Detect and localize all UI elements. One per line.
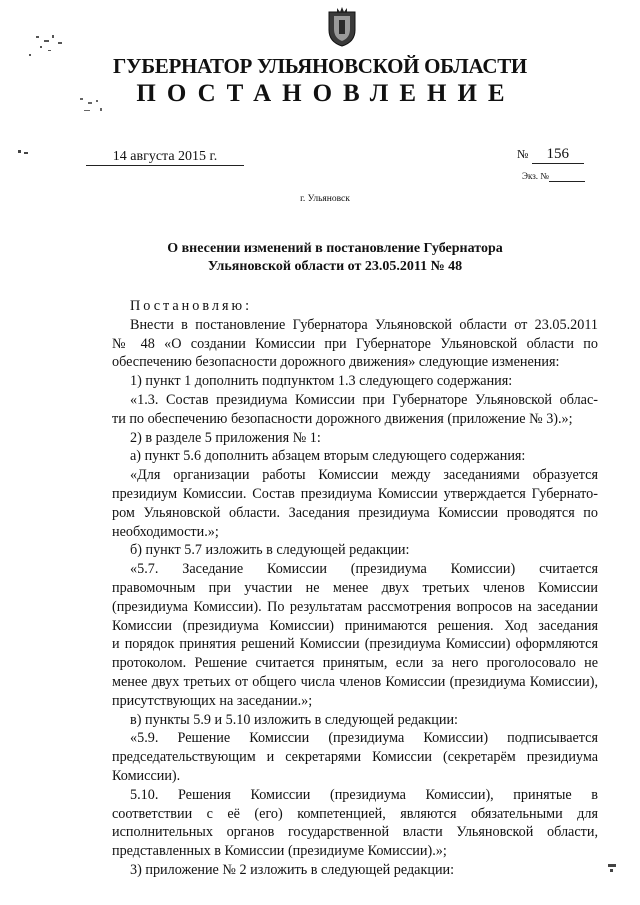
number-value: 156 (532, 146, 584, 164)
body-line: 2) в разделе 5 приложения № 1: (130, 429, 321, 446)
scan-noise (14, 30, 74, 70)
body-line: 5.10. Решения Комиссии (президиума Комиссии), принятые в (130, 786, 598, 803)
heading-line: Ульяновской области от 23.05.2011 № 48 (207, 259, 463, 274)
body-line: присутствующих на заседании.»; (112, 692, 313, 709)
body-line: ром Ульяновской области. Заседания президиума Комиссии проводятся по (112, 504, 598, 521)
body-line: б) пункт 5.7 изложить в следующей редакции: (130, 542, 410, 559)
scan-noise (14, 146, 34, 160)
body-line: протоколом. Решение считается принятым, если за него проголосовало не (112, 655, 598, 672)
body-line: «Для организации работы Комиссии между заседаниями образуется (130, 467, 598, 484)
heading-line: О внесении изменений в постановление Губернатора (167, 241, 503, 256)
document-number (517, 146, 584, 164)
body-line: представленных в Комиссии (президиуме Комиссии).»; (112, 843, 447, 860)
body-line: 3) приложение № 2 изложить в следующей редакции: (130, 861, 455, 878)
body-line: «1.3. Состав президиума Комиссии при Губернаторе Ульяновской облас- (130, 391, 598, 408)
scan-noise (598, 858, 628, 878)
document-type: ПОСТАНОВЛЕНИЕ (136, 80, 516, 107)
body-line: Комиссии (президиума Комиссии) принимаются решения. Ход заседания (112, 617, 598, 634)
scan-noise (70, 92, 120, 126)
copy-label: Экз. № (522, 171, 549, 181)
document-heading (150, 240, 520, 276)
body-line: необходимости.»; (112, 523, 219, 540)
document-body (112, 297, 598, 880)
body-line: № 48 «О создании Комиссии при Губернаторе Ульяновской области по (112, 335, 598, 352)
copy-blank-line (549, 171, 585, 182)
body-line: президиум Комиссии. Состав президиума Комиссии утверждается Губернато- (112, 485, 598, 502)
body-line: в) пункты 5.9 и 5.10 изложить в следующей редакции: (130, 711, 458, 728)
body-line: ти по обеспечению безопасности дорожного движения (приложение № 3).»; (112, 410, 573, 427)
coat-of-arms-icon (325, 6, 359, 48)
body-line: Внести в постановление Губернатора Ульяновской области от 23.05.2011 (130, 316, 598, 333)
number-label: № (517, 147, 529, 161)
body-line: «5.9. Решение Комиссии (президиума Комиссии) подписывается (130, 730, 598, 747)
authority-title: ГУБЕРНАТОР УЛЬЯНОВСКОЙ ОБЛАСТИ (113, 54, 527, 78)
body-line: 1) пункт 1 дополнить подпунктом 1.3 следующего содержания: (130, 373, 513, 390)
body-line: соответствии с её (его) компетенцией, являются обязательными для (112, 805, 598, 822)
body-line: Комиссии). (112, 767, 181, 784)
body-line: «5.7. Заседание Комиссии (президиума Комиссии) считается (130, 561, 598, 578)
city: г. Ульяновск (300, 194, 350, 204)
body-line: и порядок принятия решений Комиссии (президиума Комиссии) оформляются (112, 636, 598, 653)
document-date: 14 августа 2015 г. (86, 148, 244, 166)
body-line: Постановляю: (130, 298, 253, 314)
body-line: правомочным при участии не менее двух третьих членов Комиссии (112, 579, 598, 596)
body-line: обеспечению безопасности дорожного движения» следующие изменения: (112, 354, 560, 371)
body-line: (президиума Комиссии). По результатам рассмотрения вопросов на заседании (112, 598, 598, 615)
body-line: а) пункт 5.6 дополнить абзацем вторым следующего содержания: (130, 448, 526, 465)
copy-number (522, 171, 585, 182)
body-line: председательствующим и секретарями Комиссии (секретарём президиума (112, 749, 598, 766)
body-line: исполнительных органов государственной власти Ульяновской области, (112, 824, 598, 841)
body-line: менее двух третьих от общего числа членов Комиссии (президиума Комиссии), (112, 673, 598, 690)
